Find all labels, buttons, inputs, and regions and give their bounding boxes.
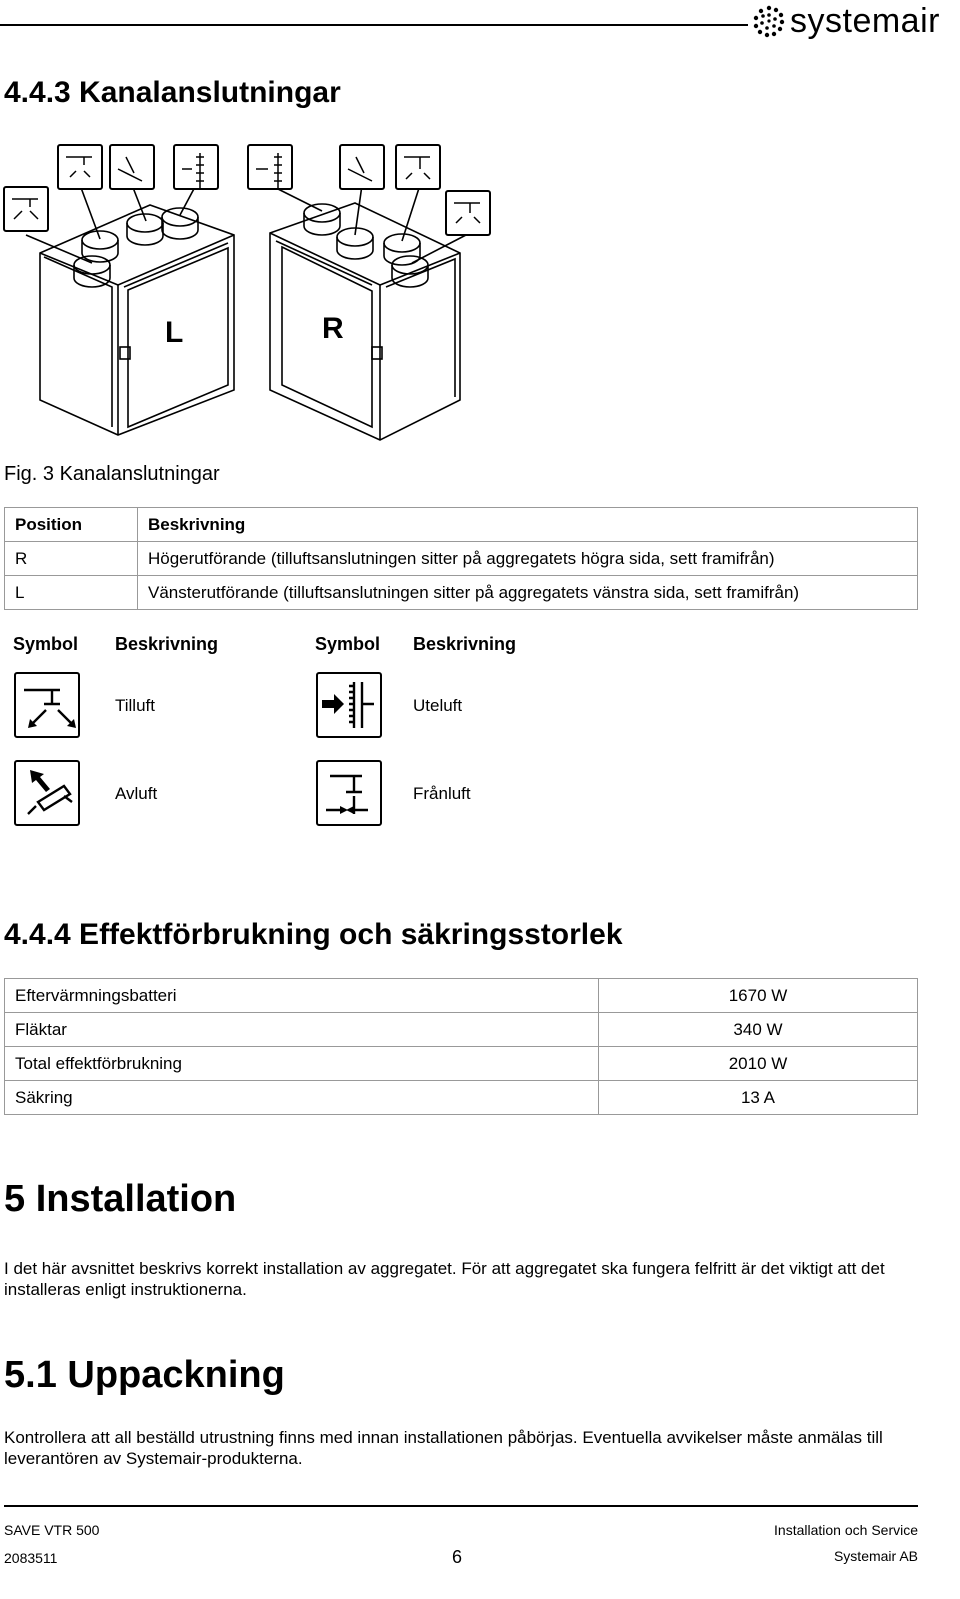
footer-product: SAVE VTR 500 [4, 1522, 100, 1538]
figure-label-right: R [322, 312, 344, 345]
table-row [5, 1081, 918, 1115]
unpacking-paragraph: Kontrollera att all beställd utrustning finns med innan installationen påbörjas. Eventuella avvikelser måste anmälas till leverantören av Systemair-produkterna. [4, 1428, 883, 1468]
table-cell: Eftervärmningsbatteri [5, 979, 599, 1013]
table-row [5, 1013, 918, 1047]
table-header-row [5, 508, 918, 542]
outdoor-air-icon [316, 672, 382, 738]
logo-dots-icon [752, 4, 786, 38]
section-title-unpacking: 5.1 Uppackning [4, 1354, 285, 1396]
table-cell: R [5, 542, 138, 576]
table-cell: Fläktar [5, 1013, 599, 1047]
description-header: Beskrivning [115, 634, 219, 654]
table-cell: 13 A [599, 1081, 918, 1115]
header-rule [0, 24, 748, 26]
table-row [5, 576, 918, 610]
table-cell: 1670 W [599, 979, 918, 1013]
table-cell: Vänsterutförande (tilluftsanslutningen sitter på aggregatets vänstra sida, sett framifrån) [138, 576, 918, 610]
footer-doc-type: Installation och Service [774, 1522, 918, 1538]
table-cell: 2010 W [599, 1047, 918, 1081]
table-cell: Total effektförbrukning [5, 1047, 599, 1081]
footer-rule [4, 1505, 918, 1507]
footer-company: Systemair AB [833, 1548, 918, 1564]
symbol-label-extract: Frånluft [413, 784, 471, 803]
symbol-label-outdoor: Uteluft [413, 696, 463, 715]
table-header-cell: Position [5, 508, 138, 542]
symbol-header: Symbol [315, 634, 381, 654]
footer-doc-number: 2083511 [4, 1550, 58, 1566]
figure-caption: Fig. 3 Kanalanslutningar [4, 463, 220, 485]
brand-name: systemair [790, 1, 940, 40]
description-header: Beskrivning [413, 634, 517, 654]
installation-paragraph: I det här avsnittet beskrivs korrekt installation av aggregatet. För att aggregatet ska fungera felfritt är det viktigt att det installeras enligt instruktionerna. [4, 1259, 885, 1299]
section-title-444: 4.4.4 Effektförbrukning och säkringsstorlek [4, 918, 623, 951]
symbol-label-exhaust: Avluft [115, 784, 158, 803]
table-row [5, 542, 918, 576]
exhaust-air-icon [14, 760, 80, 826]
table-cell: Högerutförande (tilluftsanslutningen sitter på aggregatets högra sida, sett framifrån) [138, 542, 918, 576]
chapter-title-installation: 5 Installation [4, 1178, 237, 1220]
table-row [5, 979, 918, 1013]
power-table [4, 978, 918, 1115]
table-cell: L [5, 576, 138, 610]
table-cell: 340 W [599, 1013, 918, 1047]
section-title-443: 4.4.3 Kanalanslutningar [4, 76, 341, 109]
table-header-cell: Beskrivning [138, 508, 918, 542]
figure-label-left: L [165, 316, 184, 349]
table-row [5, 1047, 918, 1081]
systemair-logo [752, 2, 940, 40]
table-cell: Säkring [5, 1081, 599, 1115]
duct-connections-figure [0, 135, 500, 450]
extract-air-icon [316, 760, 382, 826]
position-table [4, 507, 918, 610]
footer-page-number: 6 [452, 1547, 463, 1567]
symbol-label-supply: Tilluft [115, 696, 155, 715]
supply-air-icon [14, 672, 80, 738]
symbol-header: Symbol [13, 634, 79, 654]
